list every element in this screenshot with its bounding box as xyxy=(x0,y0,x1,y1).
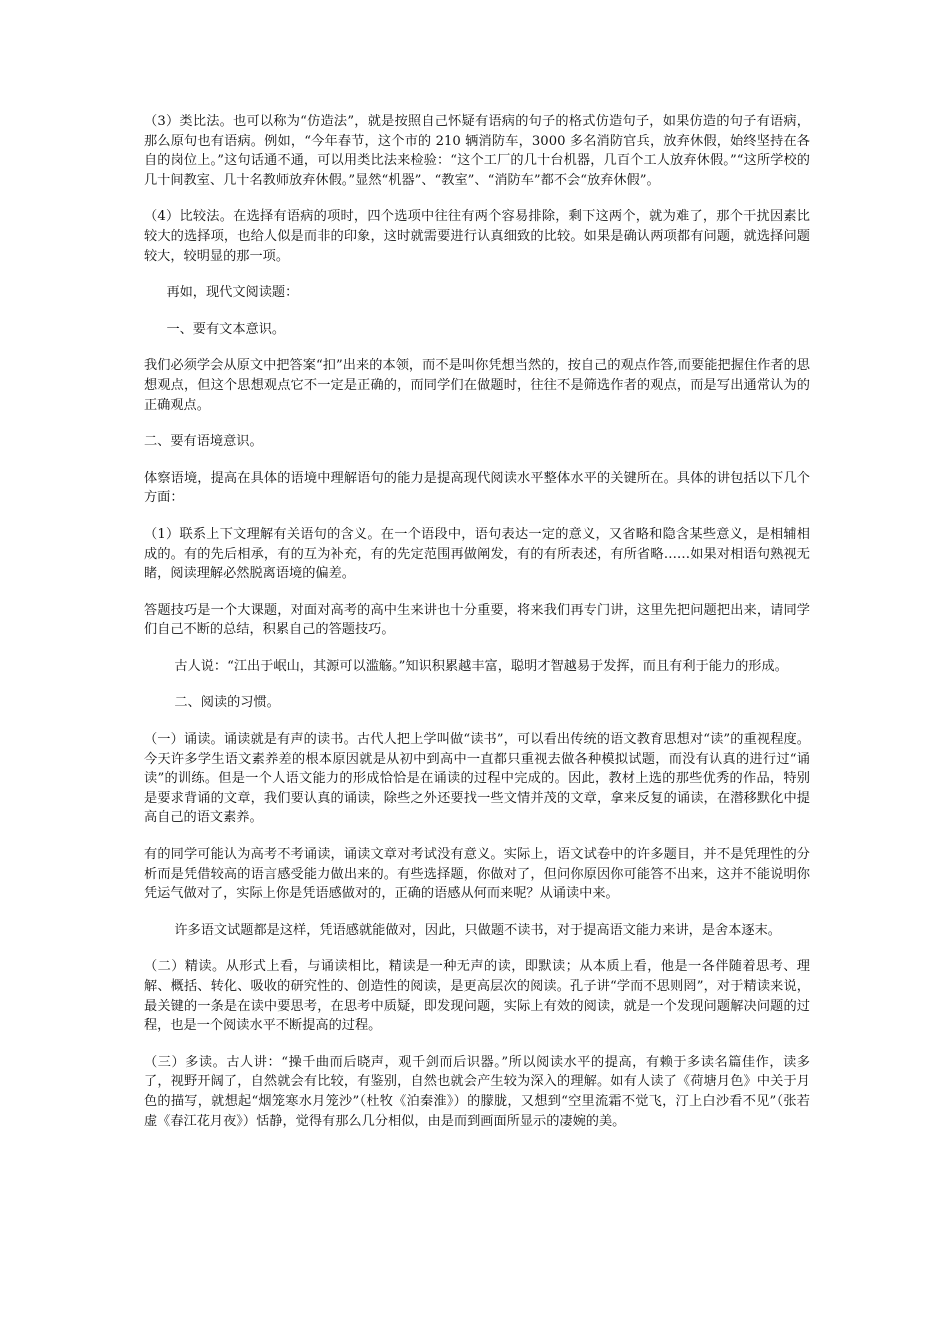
paragraph-text-awareness: 我们必须学会从原文中把答案“扣”出来的本领，而不是叫你凭想当然的，按自己的观点作答,而要能把握住作者的思想观点，但这个思想观点它不一定是正确的，而同学们在做题时，往往不是筛选作者的观点，而是写出通常认为的正确观点。 xyxy=(144,358,810,413)
paragraph-comparison-method: （4）比较法。在选择有语病的项时，四个选项中往往有两个容易排除，剩下这两个，就为难了，那个干扰因素比较大的选择项，也给人似是而非的印象，这时就需要进行认真细致的比较。如果是确认两项都有问题，就选择问题较大，较明显的那一项。 xyxy=(144,209,810,264)
paragraph-ancient-saying: 古人说：“江出于岷山，其源可以滥觞。”知识积累越丰富，聪明才智越易于发挥，而且有利于能力的形成。 xyxy=(174,658,788,674)
document-page xyxy=(144,112,810,1148)
paragraph-answer-skills: 答题技巧是一个大课题，对面对高考的高中生来讲也十分重要，将来我们再专门讲，这里先把问题把出来，请同学们自己不断的总结，积累自己的答题技巧。 xyxy=(144,602,810,638)
paragraph-recitation: （一）诵读。诵读就是有声的读书。古代人把上学叫做“读书”，可以看出传统的语文教育思想对“读”的重视程度。今天许多学生语文素养差的根本原因就是从初中到高中一直都只重视去做各种模拟试题，而没有认真的进行过“诵读”的训练。但是一个人语文能力的形成恰恰是在诵读的过程中完成的。因此，教材上选的那些优秀的作品，特别是要求背诵的文章，我们要认真的诵读，除些之外还要找一些文情并茂的文章，拿来反复的诵读，在潜移默化中提高自己的语文素养。 xyxy=(144,732,810,826)
paragraph-recitation-exam: 有的同学可能认为高考不考诵读，诵读文章对考试没有意义。实际上，语文试卷中的许多题目，并不是凭理性的分析而是凭借较高的语言感受能力做出来的。有些选择题，你做对了，但问你原因你可能答不出来，这并不能说明你凭运气做对了，实际上你是凭语感做对的，正确的语感从何而来呢？从诵读中来。 xyxy=(144,847,810,902)
heading-text-awareness: 一、要有文本意识。 xyxy=(166,321,286,337)
heading-context-awareness: 二、要有语境意识。 xyxy=(144,434,263,450)
heading-reading-habits: 二、阅读的习惯。 xyxy=(174,695,280,711)
paragraph-analogy-method: （3）类比法。也可以称为“仿造法”，就是按照自己怀疑有语病的句子的格式仿造句子，如果仿造的句子有语病，那么原句也有语病。例如，“今年春节，这个市的 210 辆消防车，3000 多名消防官兵，放弃休假，始终坚持在各自的岗位上。”这句话通不通，可以用类比法来检验：“这个工厂的几十台机器，几百个工人放弃休假。”“这所学校的几十间教室、几十名教师放弃休假。”显然“机器”、“教室”、“消防车”都不会“放弃休假”。 xyxy=(144,114,810,188)
paragraph-intensive-reading: （二）精读。从形式上看，与诵读相比，精读是一种无声的读，即默读；从本质上看，他是一各伴随着思考、理解、概括、转化、吸收的研究性的、创造性的阅读，是更高层次的阅读。孔子讲“学而不思则罔”，对于精读来说，最关键的一条是在读中要思考，在思考中质疑，即发现问题，实际上有效的阅读，就是一个发现问题解决问题的过程，也是一个阅读水平不断提高的过程。 xyxy=(144,959,810,1034)
paragraph-modern-reading-intro: 再如，现代文阅读题： xyxy=(166,285,299,301)
paragraph-language-sense: 许多语文试题都是这样，凭语感就能做对，因此，只做题不读书，对于提高语文能力来讲，是舍本逐末。 xyxy=(174,922,781,938)
paragraph-extensive-reading: （三）多读。古人讲：“操千曲而后晓声，观千剑而后识器。”所以阅读水平的提高，有赖于多读名篇佳作，读多了，视野开阔了，自然就会有比较，有鉴别，自然也就会产生较为深入的理解。如有人读了《荷塘月色》中关于月色的描写，就想起“烟笼寒水月笼沙”（杜牧《泊秦淮》）的朦胧，又想到“空里流霜不觉飞，汀上白沙看不见”（张若虚《春江花月夜》）恬静，觉得有那么几分相似，由是而到画面所显示的凄婉的美。 xyxy=(144,1054,810,1129)
paragraph-context-meaning: （1）联系上下文理解有关语句的含义。在一个语段中，语句表达一定的意义，又省略和隐含某些意义，是相辅相成的。有的先后相承，有的互为补充，有的先定范围再做阐发，有的有所表述，有所省略……如果对相语句熟视无睹，阅读理解必然脱离语境的偏差。 xyxy=(144,526,810,582)
paragraph-context-awareness: 体察语境，提高在具体的语境中理解语句的能力是提高现代阅读水平整体水平的关键所在。具体的讲包括以下几个方面： xyxy=(144,470,810,506)
